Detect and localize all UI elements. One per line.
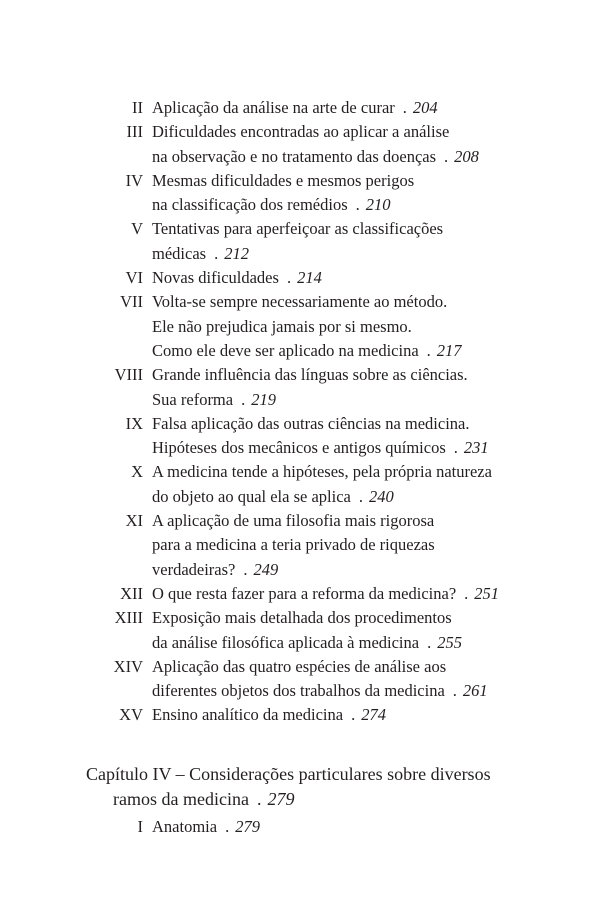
toc-entry — [0, 582, 600, 606]
separator-dot: . — [243, 559, 248, 579]
section-title-line — [152, 145, 572, 169]
title-text: verdadeiras? — [152, 559, 236, 579]
separator-dot: . — [444, 146, 449, 166]
section-title-line — [152, 582, 572, 606]
page-number: 217 — [436, 340, 462, 360]
page-number: 279 — [267, 789, 295, 809]
title-text: A medicina tende a hipóteses, pela própria natureza — [152, 462, 492, 482]
chapter-heading — [0, 762, 600, 812]
section-title — [152, 582, 572, 606]
separator-dot: . — [241, 389, 246, 409]
page-number: 251 — [474, 583, 500, 603]
section-title-line — [152, 315, 572, 339]
toc-entry — [0, 120, 600, 169]
title-text: Volta-se sempre necessariamente ao método. — [152, 292, 448, 312]
title-text: Aplicação da análise na arte de curar — [152, 98, 395, 117]
title-text: do objeto ao qual ela se aplica — [152, 486, 351, 506]
toc-entry — [0, 266, 600, 290]
toc-entry — [0, 509, 600, 582]
page-number: 212 — [224, 243, 249, 263]
page-number: 219 — [251, 389, 276, 409]
section-number: IV — [125, 170, 143, 190]
section-number: IX — [125, 413, 143, 433]
section-title — [152, 96, 572, 120]
section-title — [152, 290, 572, 363]
title-text: Mesmas dificuldades e mesmos perigos — [152, 170, 415, 190]
section-title-line — [152, 266, 572, 290]
section-title — [152, 412, 572, 461]
page-number: 214 — [297, 268, 322, 288]
section-title-line — [152, 533, 572, 557]
section-title-line — [152, 242, 572, 266]
title-text: da análise filosófica aplicada à medicina — [152, 632, 420, 652]
section-title-line — [152, 120, 572, 144]
separator-dot: . — [426, 340, 431, 360]
section-title-line — [152, 169, 572, 193]
section-title-line — [152, 436, 572, 460]
toc-entry — [0, 412, 600, 461]
title-text: Sua reforma — [152, 389, 234, 409]
section-title-line — [152, 96, 572, 120]
section-title-line — [152, 412, 572, 436]
section-title-line — [152, 217, 572, 241]
section-title — [152, 606, 572, 655]
separator-dot: . — [358, 486, 363, 506]
section-title — [152, 120, 572, 169]
section-number: VII — [120, 292, 143, 312]
page-number: 274 — [361, 705, 386, 725]
section-title — [152, 169, 572, 218]
page-number: 255 — [437, 632, 462, 652]
section-title-line — [152, 703, 572, 727]
section-title-line — [152, 193, 572, 217]
separator-dot: . — [351, 705, 356, 725]
separator-dot: . — [427, 632, 432, 652]
title-text: Tentativas para aperfeiçoar as classificações — [152, 219, 444, 239]
section-title-line — [152, 509, 572, 533]
separator-dot: . — [453, 438, 458, 458]
toc-entry — [0, 217, 600, 266]
section-title — [152, 363, 572, 412]
page-number: 208 — [454, 146, 479, 166]
separator-dot: . — [256, 789, 262, 809]
separator-dot: . — [464, 583, 469, 603]
title-text: Novas dificuldades — [152, 268, 279, 288]
section-title — [152, 460, 572, 509]
section-title — [152, 655, 572, 704]
section-title — [152, 703, 572, 727]
title-text: diferentes objetos dos trabalhos da medicina — [152, 681, 445, 701]
title-text: Falsa aplicação das outras ciências na medicina. — [152, 413, 470, 433]
title-text: para a medicina a teria privado de riquezas — [152, 535, 435, 555]
section-title: Anatomia . 279 — [152, 815, 600, 839]
section-title — [152, 509, 572, 582]
title-text: Ensino analítico da medicina — [152, 705, 344, 725]
section-title — [152, 217, 572, 266]
toc-entry — [0, 655, 600, 704]
section-title-line — [152, 606, 572, 630]
section-title-line — [152, 460, 572, 484]
title-text: Como ele deve ser aplicado na medicina — [152, 340, 419, 360]
section-number: XI — [125, 511, 143, 531]
toc-entry — [0, 606, 600, 655]
separator-dot: . — [452, 681, 457, 701]
page-number: 240 — [368, 486, 394, 506]
title-text: na classificação dos remédios — [152, 195, 348, 215]
separator-dot: . — [402, 98, 407, 117]
section-number: II — [132, 98, 143, 117]
title-text: Hipóteses dos mecânicos e antigos químicos — [152, 438, 446, 458]
title-text: na observação e no tratamento das doenças — [152, 146, 437, 166]
section-title-line — [152, 679, 572, 703]
toc-entry — [0, 815, 600, 839]
section-title-line — [152, 558, 572, 582]
page-number: 279 — [235, 817, 260, 836]
table-of-contents — [0, 96, 600, 728]
section-number: XIV — [113, 656, 143, 676]
section-title-line — [152, 339, 572, 363]
title-text: Aplicação das quatro espécies de análise aos — [152, 656, 447, 676]
toc-entry — [0, 169, 600, 218]
section-number: VIII — [114, 365, 143, 385]
separator-dot: . — [286, 268, 292, 288]
toc-entry — [0, 96, 600, 120]
section-title-line — [152, 290, 572, 314]
page-number: 261 — [462, 681, 488, 701]
page-number: 210 — [365, 195, 391, 215]
section-title-line — [152, 363, 572, 387]
title-text: A aplicação de uma filosofia mais rigorosa — [152, 511, 435, 531]
title-text: Exposição mais detalhada dos procedimentos — [152, 608, 452, 628]
separator-dot: . — [355, 195, 360, 215]
section-number: I — [137, 817, 143, 836]
section-title-line — [152, 388, 572, 412]
section-number: XV — [119, 705, 143, 725]
toc-entry — [0, 703, 600, 727]
section-number: VI — [125, 268, 143, 288]
section-number: III — [126, 122, 143, 142]
title-text: médicas — [152, 243, 207, 263]
section-number: XIII — [114, 608, 143, 628]
separator-dot: . — [214, 243, 219, 263]
section-title-line — [152, 631, 572, 655]
toc-entry — [0, 290, 600, 363]
section-number: V — [131, 219, 143, 239]
page-number: 231 — [463, 438, 489, 458]
title-text: Ele não prejudica jamais por si mesmo. — [152, 316, 412, 336]
title-text: Dificuldades encontradas ao aplicar a análise — [152, 122, 450, 142]
section-number: X — [131, 462, 143, 482]
section-number: XII — [120, 583, 143, 603]
section-title-line — [152, 655, 572, 679]
section-title-line — [152, 485, 572, 509]
toc-entry — [0, 460, 600, 509]
chapter-title-line-1: Capítulo IV – Considerações particulares sobre diversos — [86, 764, 491, 784]
title-text: O que resta fazer para a reforma da medicina? — [152, 583, 457, 603]
section-title — [152, 266, 572, 290]
separator-dot: . — [225, 817, 230, 836]
title-text: Grande influência das línguas sobre as ciências. — [152, 365, 468, 385]
page-number: 249 — [253, 559, 279, 579]
toc-entry — [0, 363, 600, 412]
page-number: 204 — [412, 98, 438, 117]
chapter-title-line-2: ramos da medicina . 279 — [113, 787, 600, 812]
